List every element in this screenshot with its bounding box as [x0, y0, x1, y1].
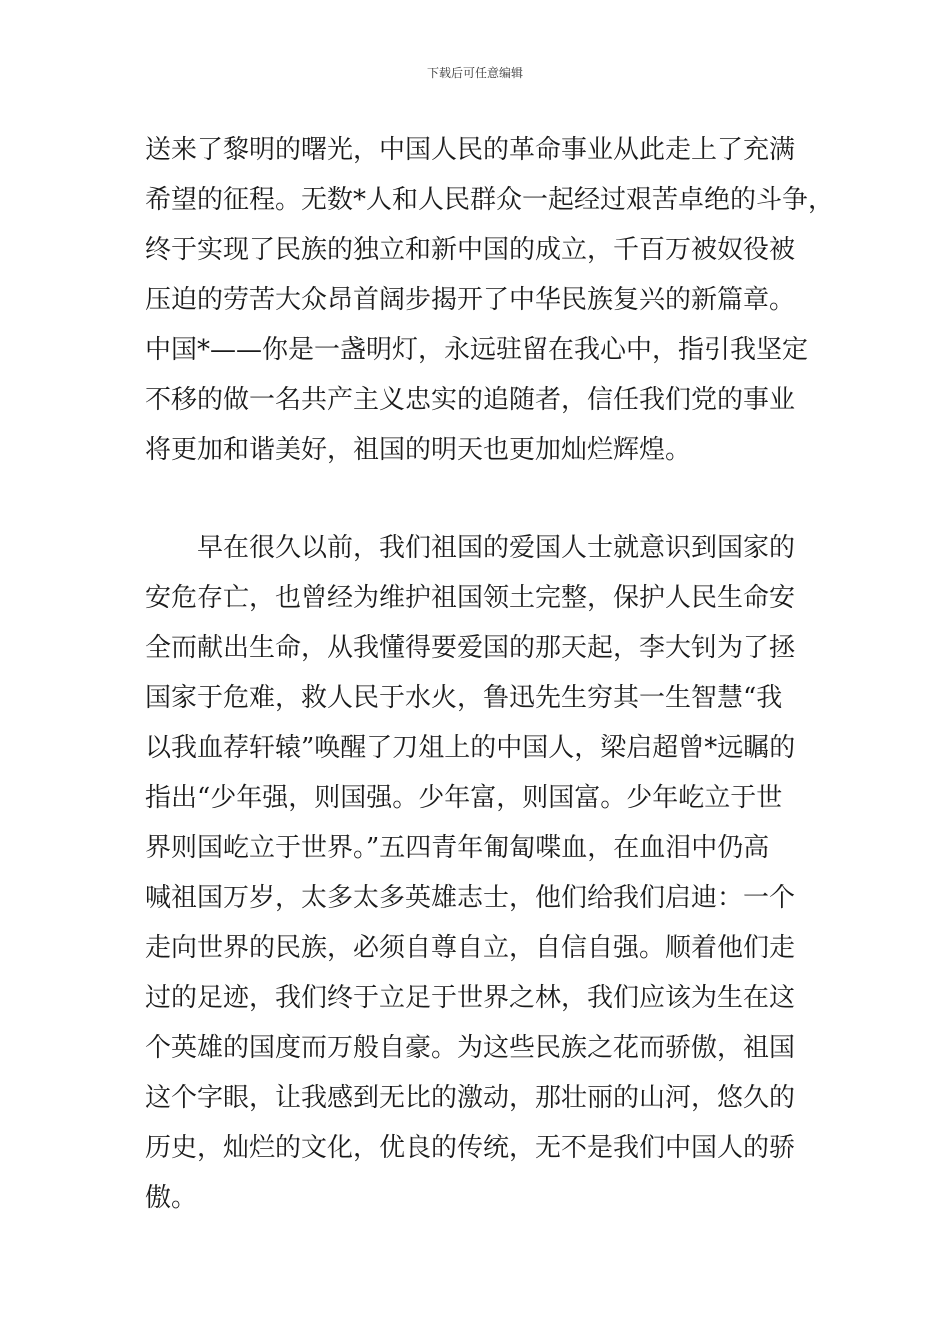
- paragraph-line: 喊祖国万岁，太多太多英雄志士，他们给我们启迪：一个: [145, 883, 796, 913]
- paragraph-line: 不移的做一名共产主义忠实的追随者，信任我们党的事业: [145, 385, 796, 415]
- paragraph-line: 以我血荐轩辕”唤醒了刀俎上的中国人，梁启超曾*远瞩的: [145, 733, 796, 763]
- paragraph-line: 终于实现了民族的独立和新中国的成立，千百万被奴役被: [145, 235, 796, 265]
- paragraph-line: 这个字眼，让我感到无比的激动，那壮丽的山河，悠久的: [145, 1083, 796, 1113]
- paragraph-line: 历史，灿烂的文化，优良的传统，无不是我们中国人的骄: [145, 1133, 796, 1163]
- paragraph-line: 全而献出生命，从我懂得要爱国的那天起，李大钊为了拯: [145, 633, 796, 663]
- paragraph-line: 送来了黎明的曙光，中国人民的革命事业从此走上了充满: [145, 135, 796, 165]
- paragraph-line: 压迫的劳苦大众昂首阔步揭开了中华民族复兴的新篇章。: [145, 285, 796, 315]
- paragraph-line: 中国*——你是一盏明灯，永远驻留在我心中，指引我坚定: [145, 335, 809, 365]
- paragraph-line: 希望的征程。无数*人和人民群众一起经过艰苦卓绝的斗争，: [145, 185, 835, 215]
- paragraph-line: 界则国屹立于世界。”五四青年匍匐喋血，在血泪中仍高: [145, 833, 770, 863]
- paragraph-line: 安危存亡，也曾经为维护祖国领土完整，保护人民生命安: [145, 583, 796, 613]
- paragraph-line: 傲。: [145, 1183, 198, 1213]
- paragraph-line: 早在很久以前，我们祖国的爱国人士就意识到国家的: [197, 533, 796, 563]
- paragraph-line: 过的足迹，我们终于立足于世界之林，我们应该为生在这: [145, 983, 796, 1013]
- header-note: 下载后可任意编辑: [426, 66, 523, 80]
- paragraph-line: 走向世界的民族，必须自尊自立，自信自强。顺着他们走: [145, 933, 796, 963]
- paragraph-line: 指出“少年强，则国强。少年富，则国富。少年屹立于世: [145, 783, 783, 813]
- paragraph-line: 国家于危难，救人民于水火，鲁迅先生穷其一生智慧“我: [145, 683, 783, 713]
- paragraph-line: 个英雄的国度而万般自豪。为这些民族之花而骄傲，祖国: [145, 1033, 796, 1063]
- paragraph-line: 将更加和谐美好，祖国的明天也更加灿烂辉煌。: [145, 435, 692, 465]
